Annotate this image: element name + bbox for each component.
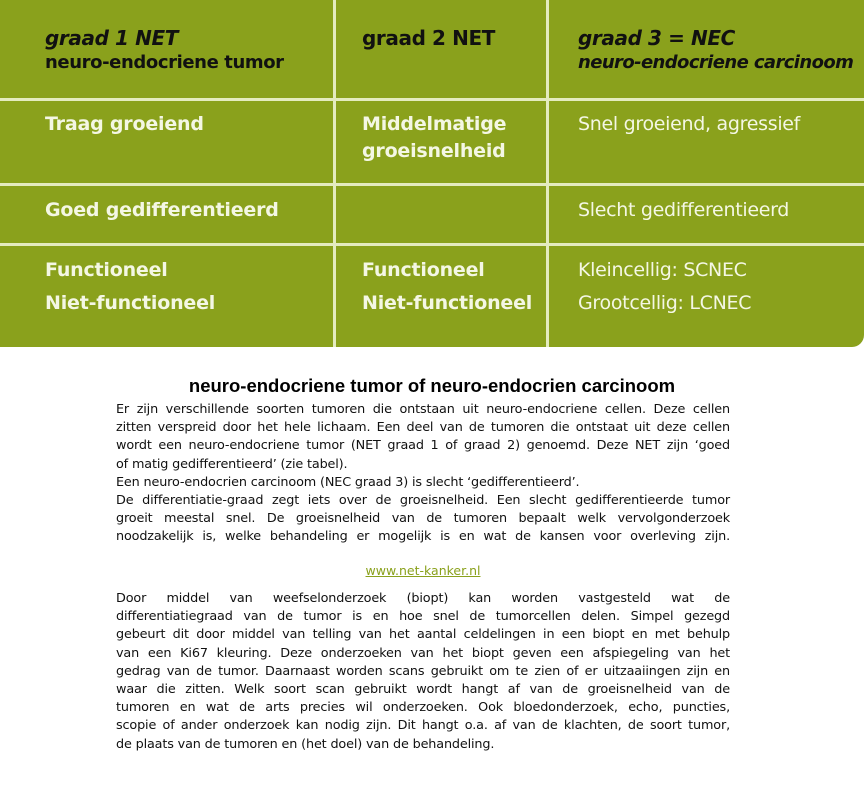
- paragraph-line: de plaats van de tumoren en (het doel) van de behandeling.: [116, 736, 495, 752]
- paragraph-line: waar die zitten. Welk soort scan gebruikt wordt hangt af van de groeisnelheid van de: [116, 681, 730, 697]
- paragraph-line: Een neuro-endocrien carcinoom (NEC graad 3) is slecht ‘gedifferentieerd’.: [116, 474, 580, 490]
- cell-function-grade-2: [362, 257, 532, 323]
- header-grade-1: [45, 25, 284, 75]
- header-grade-2-title: graad 2 NET: [362, 26, 495, 50]
- cell-text: Slecht gedifferentieerd: [578, 199, 790, 221]
- cell-growth-grade-1: [45, 111, 204, 138]
- cell-text: Functioneel: [362, 259, 485, 281]
- paragraph-line: gedrag van de tumor. Daarnaast worden scans gebruikt om te zien of er uitzaaiingen zijn en: [116, 663, 730, 679]
- header-grade-1-title: graad 1 NET: [45, 26, 178, 50]
- paragraph-line: scopie of ander onderzoek kan nodig zijn. Dit hangt o.a. af van de klachten, de soort tumor,: [116, 718, 730, 734]
- paragraph-line: groeit meestal snel. De groeisnelheid van de tumoren bepaalt welk vervolgonderzoek: [116, 511, 730, 527]
- row-divider: [0, 183, 864, 186]
- cell-differentiation-grade-1: [45, 197, 279, 224]
- cell-celltype-grade-3: [578, 257, 751, 323]
- paragraph-line: tumoren en wat de arts precies wil onderzoeken. Ook bloedonderzoek, echo, puncties,: [116, 700, 730, 716]
- column-divider: [333, 0, 336, 347]
- paragraph-line: zitten verspreid door het hele lichaam. Een deel van de tumoren die ontstaat uit deze cellen: [116, 420, 730, 436]
- grading-table: [0, 0, 864, 347]
- paragraph-line: Door middel van weefselonderzoek (biopt) kan worden vastgesteld wat de: [116, 591, 730, 606]
- header-grade-3-title: graad 3 = NEC: [578, 26, 735, 50]
- cell-text: Snel groeiend, agressief: [578, 113, 801, 135]
- article-paragraph-2: [116, 590, 730, 754]
- cell-text: Middelmatige groeisnelheid: [362, 113, 507, 162]
- row-divider: [0, 243, 864, 246]
- column-divider: [546, 0, 549, 347]
- header-grade-2: [362, 25, 495, 51]
- paragraph-line: van een Ki67 kleuring. Deze onderzoeken van het biopt geven een afspiegeling van het: [116, 645, 730, 661]
- paragraph-line: gebeurt dit door middel van telling van het aantal celdelingen in een biopt en met behulp: [116, 627, 730, 643]
- paragraph-line: Er zijn verschillende soorten tumoren die ontstaan uit neuro-endocriene cellen. Deze cellen: [116, 402, 730, 417]
- header-grade-3-subtitle: neuro-endocriene carcinoom: [578, 52, 854, 73]
- header-grade-3: [578, 25, 853, 75]
- cell-growth-grade-3: [578, 111, 800, 138]
- paragraph-line: differentiatiegraad van de tumor is en hoe snel de tumorcellen delen. Simpel gezegd: [116, 609, 730, 625]
- paragraph-line: noodzakelijk is, welke behandeling er mogelijk is en wat de kansen voor overleving zijn.: [116, 529, 730, 545]
- cell-text: Traag groeiend: [45, 113, 204, 135]
- paragraph-line: of matig gedifferentieerd’ (zie tabel).: [116, 456, 348, 472]
- source-link[interactable]: www.net-kanker.nl: [365, 563, 481, 578]
- cell-text: Niet-functioneel: [45, 292, 216, 314]
- cell-text: Functioneel: [45, 259, 168, 281]
- cell-text: Grootcellig: LCNEC: [578, 292, 752, 314]
- article-title: neuro-endocriene tumor of neuro-endocrien carcinoom: [188, 375, 676, 396]
- paragraph-line: wordt een neuro-endocriene tumor (NET graad 1 of graad 2) genoemd. Deze NET zijn ‘goed: [116, 438, 730, 454]
- article-paragraph-1: [116, 401, 730, 547]
- cell-text: Niet-functioneel: [362, 292, 533, 314]
- cell-text: Kleincellig: SCNEC: [578, 259, 747, 281]
- cell-differentiation-grade-3: [578, 197, 789, 224]
- paragraph-line: De differentiatie-graad zegt iets over de groeisnelheid. Een slecht gedifferentieerde tumor: [116, 492, 730, 508]
- cell-text: Goed gedifferentieerd: [45, 199, 279, 221]
- row-divider: [0, 98, 864, 101]
- header-grade-1-subtitle: neuro-endocriene tumor: [45, 52, 284, 73]
- cell-function-grade-1: [45, 257, 215, 323]
- cell-growth-grade-2: [362, 111, 532, 165]
